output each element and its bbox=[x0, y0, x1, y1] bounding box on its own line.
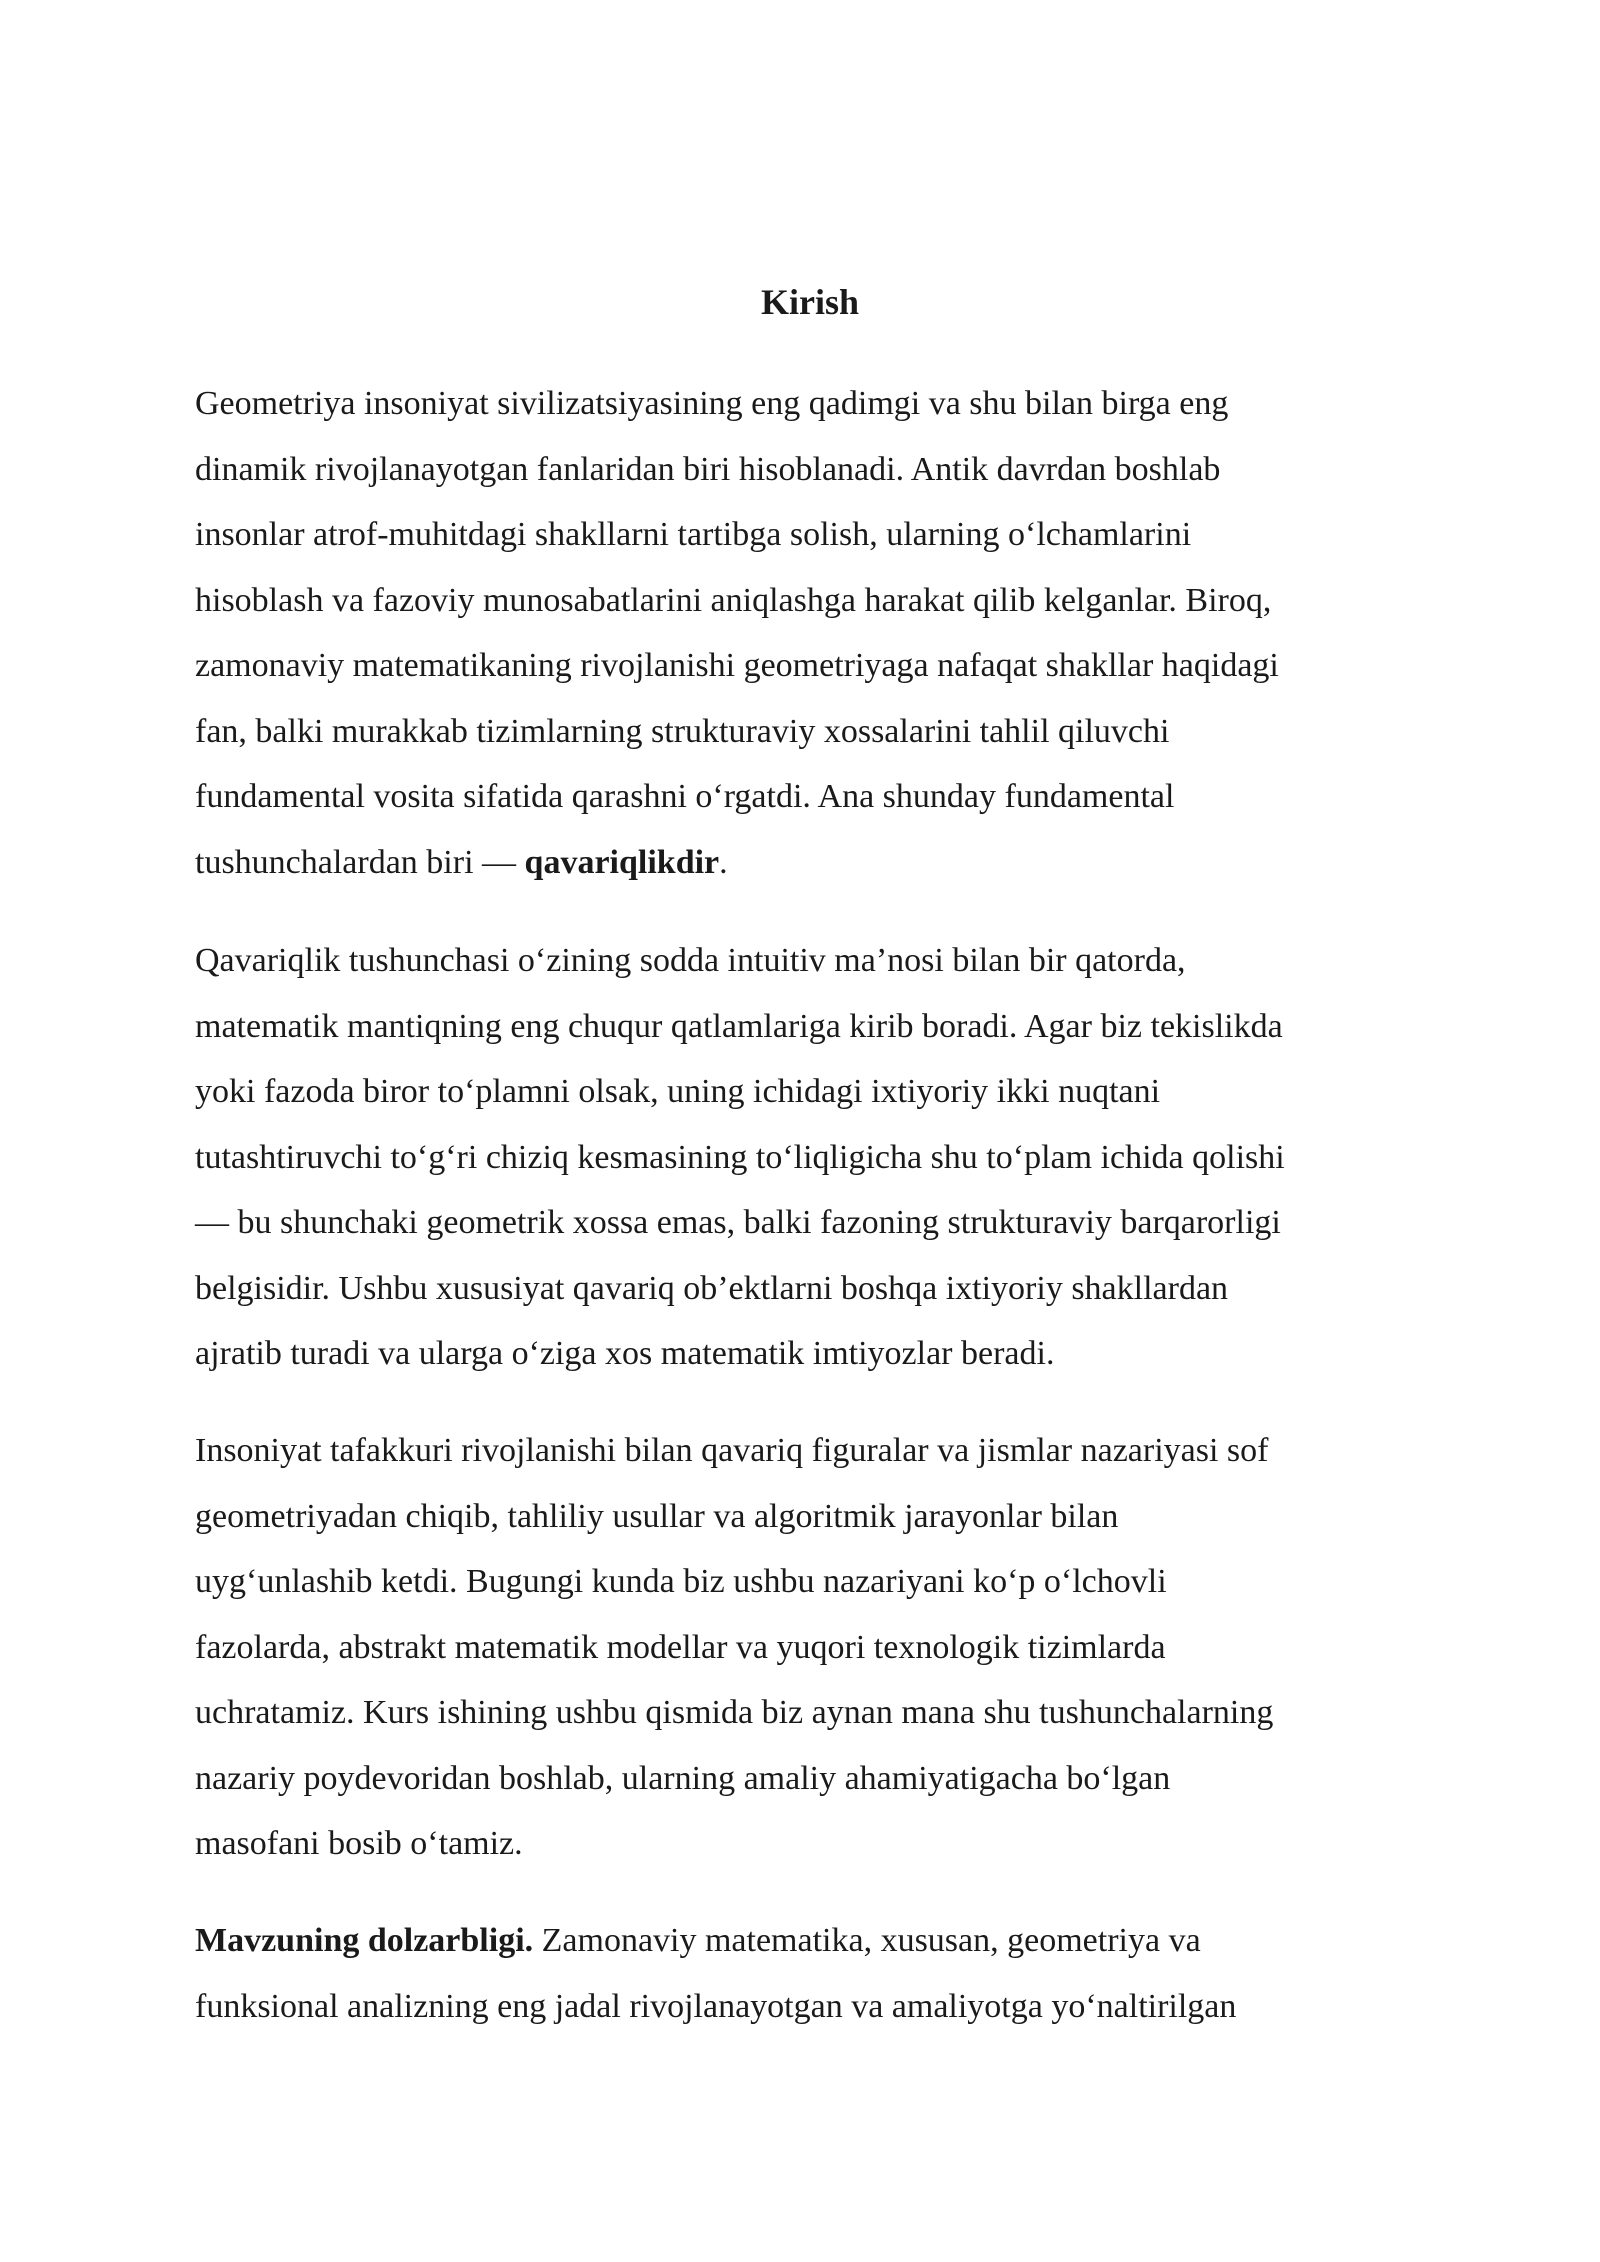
inline-heading: Mavzuning dolzarbligi. bbox=[195, 1922, 534, 1959]
text-line: yoki fazoda biror to‘plamni olsak, uning ichidagi ixtiyoriy ikki nuqtani bbox=[195, 1073, 1161, 1110]
text-line: uchratamiz. Kurs ishining ushbu qismida biz aynan mana shu tushunchalarning bbox=[195, 1694, 1274, 1731]
text-segment: Zamonaviy matematika, xususan, geometriya va bbox=[533, 1922, 1201, 1959]
text-line: matematik mantiqning eng chuqur qatlamlariga kirib boradi. Agar biz tekislikda bbox=[195, 1007, 1283, 1045]
text-line: funksional analizning eng jadal rivojlanayotgan va amaliyotga yo‘naltirilgan bbox=[195, 1987, 1237, 2025]
text-line: Geometriya insoniyat sivilizatsiyasining eng qadimgi va shu bilan birga eng bbox=[195, 385, 1229, 422]
text-line: nazariy poydevoridan boshlab, ularning amaliy ahamiyatigacha bo‘lgan bbox=[195, 1759, 1171, 1797]
text-line: — bu shunchaki geometrik xossa emas, balki fazoning strukturaviy barqarorligi bbox=[195, 1204, 1281, 1241]
text-line: insonlar atrof-muhitdagi shakllarni tartibga solish, ularning o‘lchamlarini bbox=[195, 516, 1192, 553]
text-line: tutashtiruvchi to‘g‘ri chiziq kesmasining to‘liqligicha shu to‘plam ichida qolishi bbox=[195, 1138, 1285, 1176]
text-line: geometriyadan chiqib, tahliliy usullar va algoritmik jarayonlar bilan bbox=[195, 1497, 1119, 1535]
text-line: hisoblash va fazoviy munosabatlarini aniqlashga harakat qilib kelganlar. Biroq, bbox=[195, 581, 1272, 619]
emphasized-term: qavariqlikdir bbox=[524, 843, 720, 881]
text-line: belgisidir. Ushbu xususiyat qavariq ob’ektlarni boshqa ixtiyoriy shakllardan bbox=[195, 1269, 1229, 1307]
text-line: ajratib turadi va ularga o‘ziga xos matematik imtiyozlar beradi. bbox=[195, 1335, 1055, 1372]
text-line-with-emphasis bbox=[195, 830, 1425, 896]
text-line: fundamental vosita sifatida qarashni o‘rgatdi. Ana shunday fundamental bbox=[195, 778, 1175, 815]
text-segment: tushunchalardan biri — bbox=[195, 843, 525, 881]
paragraph-introduction bbox=[195, 371, 1425, 895]
text-line: Insoniyat tafakkuri rivojlanishi bilan qavariq figuralar va jismlar nazariyasi sof bbox=[195, 1432, 1269, 1469]
paragraph-theory bbox=[195, 1418, 1425, 1877]
text-line: fan, balki murakkab tizimlarning strukturaviy xossalarini tahlil qiluvchi bbox=[195, 712, 1170, 750]
text-line: zamonaviy matematikaning rivojlanishi geometriyaga nafaqat shakllar haqidagi bbox=[195, 647, 1279, 684]
text-segment: . bbox=[719, 843, 728, 881]
text-line: uyg‘unlashib ketdi. Bugungi kunda biz ushbu nazariyani ko‘p o‘lchovli bbox=[195, 1563, 1167, 1600]
text-line: Qavariqlik tushunchasi o‘zining sodda intuitiv ma’nosi bilan bir qatorda, bbox=[195, 942, 1186, 979]
paragraph-relevance bbox=[195, 1908, 1425, 2039]
text-line: fazolarda, abstrakt matematik modellar va yuqori texnologik tizimlarda bbox=[195, 1628, 1166, 1666]
text-line-with-heading bbox=[195, 1908, 1425, 1974]
text-line: masofani bosib o‘tamiz. bbox=[195, 1825, 523, 1862]
text-line: dinamik rivojlanayotgan fanlaridan biri hisoblanadi. Antik davrdan boshlab bbox=[195, 450, 1221, 488]
paragraph-convexity bbox=[195, 928, 1425, 1387]
page-title: Kirish bbox=[760, 282, 859, 322]
